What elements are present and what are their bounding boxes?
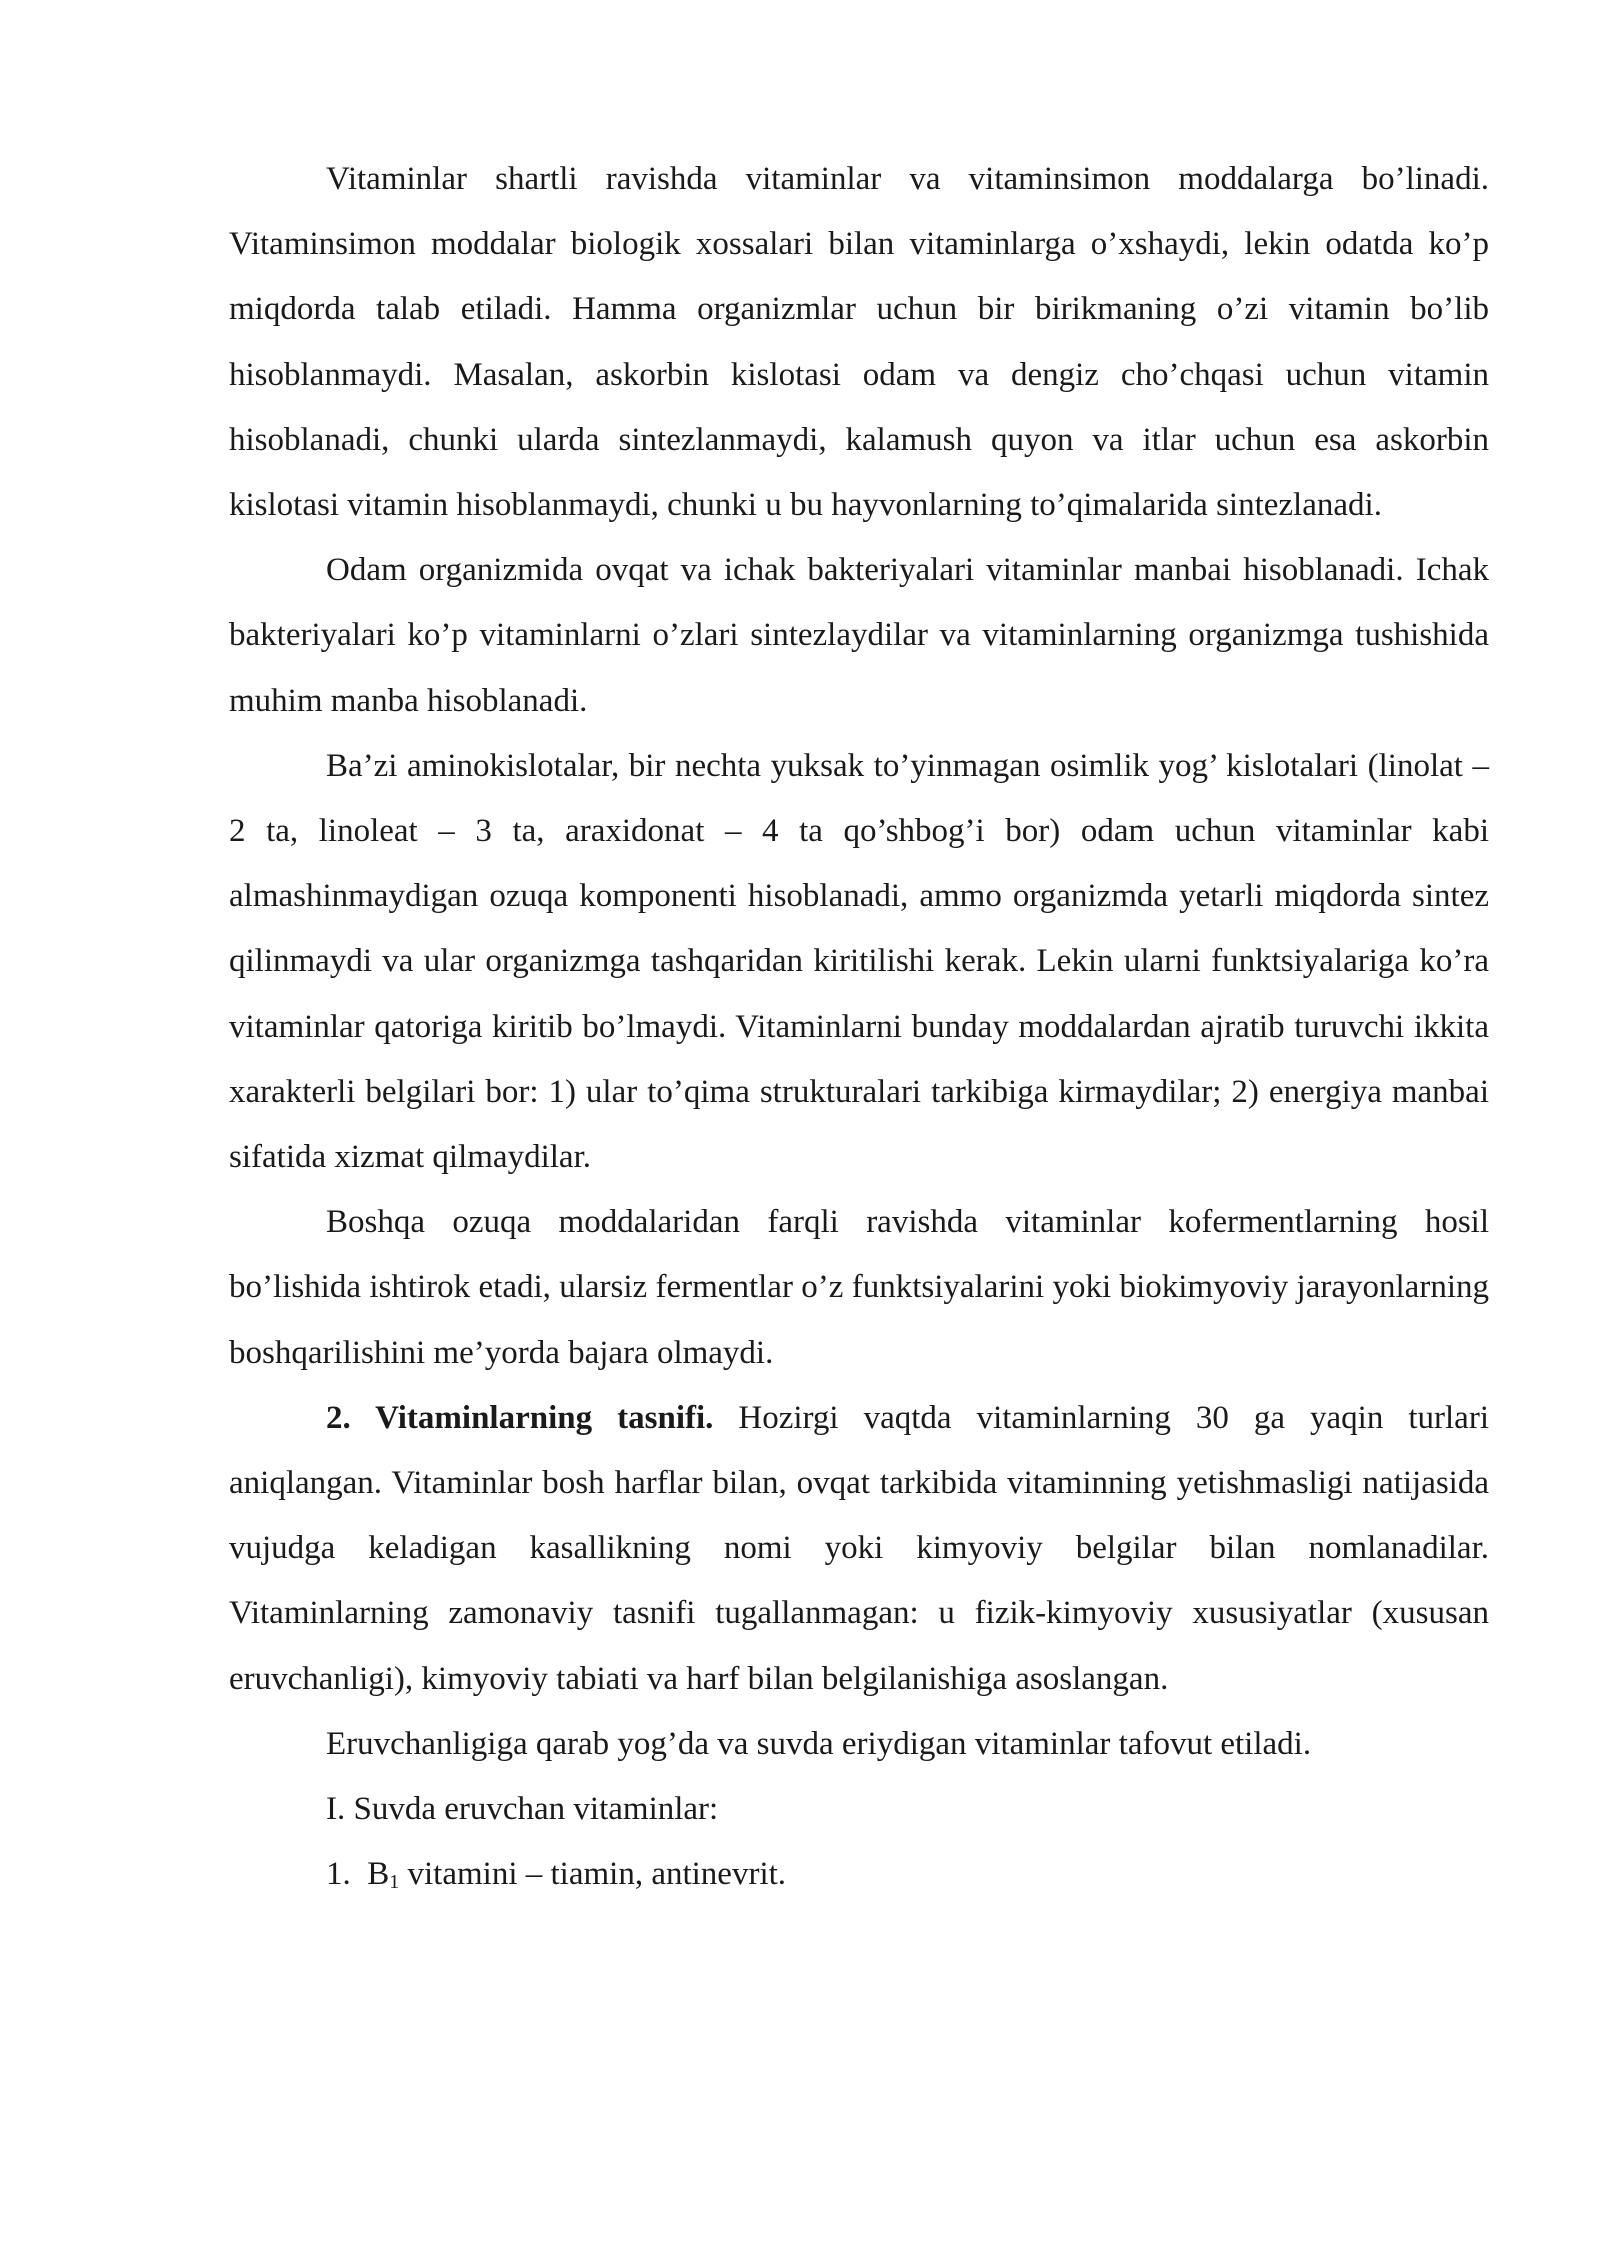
paragraph-coenzymes: Boshqa ozuqa moddalaridan farqli ravishda vitaminlar kofermentlarning hosil bo’lishida ishtirok etadi, ularsiz fermentlar o’z funktsiyalarini yoki biokimyoviy jarayonlarning boshqarilishini me’yorda bajara olmaydi. <box>229 1204 1489 1371</box>
section-text: Hozirgi vaqtda vitaminlarning 30 ga yaqin turlari aniqlangan. Vitaminlar bosh harflar bilan, ovqat tarkibida vitaminning yetishmasligi natijasida vujudga keladigan kasallikning nomi yoki kimyoviy belgilar bilan nomlanadilar. Vitaminlarning zamonaviy tasnifi tugallanmagan: u fizik-kimyoviy xususiyatlar (xususan eruvchanligi), kimyoviy tabiati va harf bilan belgilanishiga asoslangan. <box>229 1399 1489 1697</box>
group-heading: I. Suvda eruvchan vitaminlar: <box>326 1791 719 1828</box>
document-body <box>229 147 1489 1907</box>
paragraph-vitamin-sources: Odam organizmida ovqat va ichak bakteriyalari vitaminlar manbai hisoblanadi. Ichak bakteriyalari ko’p vitaminlarni o’zlari sintezlaydilar va vitaminlarning organizmga tushishida muhim manba hisoblanadi. <box>229 552 1489 719</box>
paragraph-fatty-acids: Ba’zi aminokislotalar, bir nechta yuksak to’yinmagan osimlik yog’ kislotalari (linolat – 2 ta, linoleat – 3 ta, araxidonat – 4 ta qo’shbog’i bor) odam uchun vitaminlar kabi almashinmaydigan ozuqa komponenti hisoblanadi, ammo organizmda yetarli miqdorda sintez qilinmaydi va ular organizmga tashqaridan kiritilishi kerak. Lekin ularni funktsiyalariga ko’ra vitaminlar qatoriga kiritib bo’lmaydi. Vitaminlarni bunday moddalardan ajratib turuvchi ikkita xarakterli belgilari bor: 1) ular to’qima strukturalari tarkibiga kirmaydilar; 2) energiya manbai sifatida xizmat qilmaydilar. <box>229 747 1489 1176</box>
list-item-letter: B <box>367 1856 390 1893</box>
list-item <box>229 1842 1489 1907</box>
paragraph-vitamin-classes: Vitaminlar shartli ravishda vitaminlar va vitaminsimon moddalarga bo’linadi. Vitaminsimon moddalar biologik xossalari bilan vitaminlarga o’xshaydi, lekin odatda ko’p miqdorda talab etiladi. Hamma organizmlar uchun bir birikmaning o’zi vitamin bo’lib hisoblanmaydi. Masalan, askorbin kislotasi odam va dengiz cho’chqasi uchun vitamin hisoblanadi, chunki ularda sintezlanmaydi, kalamush quyon va itlar uchun esa askorbin kislotasi vitamin hisoblanmaydi, chunki u bu hayvonlarning to’qimalarida sintezlanadi. <box>229 161 1489 524</box>
list-item-subscript: 1 <box>389 1871 400 1894</box>
section-heading: 2. Vitaminlarning tasnifi. <box>326 1399 714 1436</box>
paragraph-classification <box>229 1386 1489 1712</box>
list-item-text: vitamini – tiamin, antinevrit. <box>399 1856 787 1893</box>
list-item-number: 1. <box>326 1856 351 1893</box>
solubility-line: Eruvchanligiga qarab yog’da va suvda eriydigan vitaminlar tafovut etiladi. <box>326 1725 1312 1762</box>
